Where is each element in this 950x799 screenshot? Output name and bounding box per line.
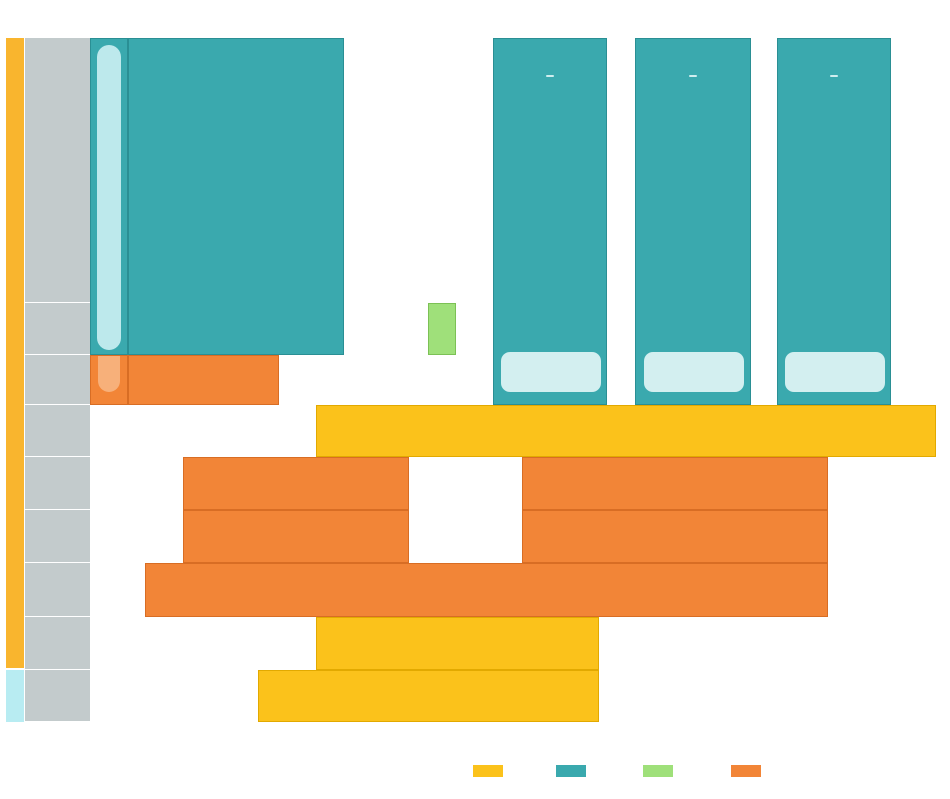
event-dessin-review [522, 457, 828, 510]
legend-swatch-briefing [643, 765, 673, 777]
legend-swatch-design [731, 765, 761, 777]
event-design-intro-corner [145, 563, 828, 617]
room-1313 [25, 510, 90, 563]
event-image-expression-review [522, 510, 828, 563]
review-1-title [546, 75, 554, 77]
event-individual-consultation [316, 405, 936, 457]
guidance-pill [97, 45, 121, 350]
room-basement-cafeteria [25, 670, 90, 722]
room-12f-lounge-b [25, 617, 90, 670]
event-pre-guidance [90, 38, 128, 355]
event-design-image-expression [183, 510, 409, 563]
event-answer-review-1 [493, 38, 607, 405]
event-design-dessin [183, 457, 409, 510]
event-campus-lunch-12f [316, 617, 599, 670]
room-12f-lounge-a [25, 405, 90, 457]
legend-swatch-pre-exam [556, 765, 586, 777]
room-11f-presentation [25, 563, 90, 617]
event-answer-review-2 [635, 38, 751, 405]
room-1003 [25, 355, 90, 405]
room-1001 [25, 303, 90, 355]
room-kaku-kyoshitsu [25, 38, 90, 303]
review-3-title [830, 75, 838, 77]
room-1301 [25, 457, 90, 510]
event-campus-lunch-basement [258, 670, 599, 722]
event-mock-exam [128, 38, 344, 355]
guidance-pill-tail [98, 356, 120, 392]
review-2-title [689, 75, 697, 77]
review-1-note [501, 352, 601, 392]
review-3-note [785, 352, 885, 392]
legend-swatch-common [473, 765, 503, 777]
building-3-label [6, 38, 24, 668]
event-answer-review-3 [777, 38, 891, 405]
event-guidance-orange-segment [90, 355, 128, 405]
building-2-label [6, 670, 24, 722]
review-2-note [644, 352, 744, 392]
event-admission-briefing [428, 303, 456, 355]
event-design-academic-test [128, 355, 279, 405]
